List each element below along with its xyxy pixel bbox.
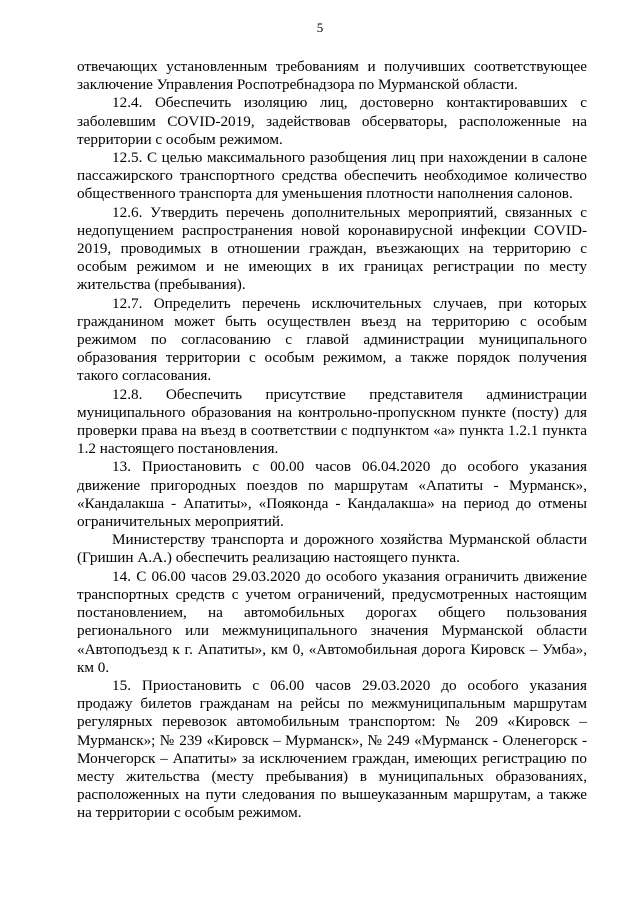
document-body [77,58,587,823]
paragraph-continuation: отвечающих установленным требованиям и получивших соответствующее заключение Управления Роспотребнадзора по Мурманской области. [77,58,587,94]
paragraph-12-4: 12.4. Обеспечить изоляцию лиц, достоверно контактировавших с заболевшим COVID-2019, задействовав обсерваторы, расположенные на территории с особым режимом. [77,94,587,148]
paragraph-13: 13. Приостановить с 00.00 часов 06.04.2020 до особого указания движение пригородных поездов по маршрутам «Апатиты - Мурманск», «Кандалакша - Апатиты», «Пояконда - Кандалакша» на период до отмены ограничительных мероприятий. [77,458,587,531]
paragraph-14: 14. С 06.00 часов 29.03.2020 до особого указания ограничить движение транспортных средств с учетом ограничений, предусмотренных настоящим постановлением, на автомобильных дорогах общего пользования регионального или межмуниципального значения Мурманской области «Автоподъезд к г. Апатиты», км 0, «Автомобильная дорога Кировск – Умба», км 0. [77,567,587,676]
paragraph-12-6: 12.6. Утвердить перечень дополнительных мероприятий, связанных с недопущением распространения новой коронавирусной инфекции COVID-2019, проводимых в отношении граждан, въезжающих на территорию с особым режимом и не имеющих в их границах регистрации по месту жительства (пребывания). [77,203,587,294]
paragraph-15: 15. Приостановить с 06.00 часов 29.03.2020 до особого указания продажу билетов гражданам на рейсы по межмуниципальным маршрутам регулярных перевозок автомобильным транспортом: № 209 «Кировск – Мурманск»; № 239 «Кировск – Мурманск», № 249 «Мурманск - Оленегорск - Мончегорск – Апатиты» за исключением граждан, имеющих регистрацию по месту жительства (месту пребывания) в муниципальных образованиях, расположенных на пути следования по вышеуказанным маршрутам, а также на территории с особым режимом. [77,676,587,822]
paragraph-13-ministry: Министерству транспорта и дорожного хозяйства Мурманской области (Гришин А.А.) обеспечить реализацию настоящего пункта. [77,531,587,567]
page-number: 5 [316,20,324,35]
paragraph-12-8: 12.8. Обеспечить присутствие представителя администрации муниципального образования на контрольно-пропускном пункте (посту) для проверки права на въезд в соответствии с подпунктом «а» пункта 1.2.1 пункта 1.2 настоящего постановления. [77,385,587,458]
paragraph-12-5: 12.5. С целью максимального разобщения лиц при нахождении в салоне пассажирского транспортного средства обеспечить необходимое количество общественного транспорта для уменьшения плотности наполнения салонов. [77,149,587,203]
paragraph-12-7: 12.7. Определить перечень исключительных случаев, при которых гражданином может быть осуществлен въезд на территорию с особым режимом по согласованию с главой администрации муниципального образования территории с особым режимом, а также порядок получения такого согласования. [77,294,587,385]
